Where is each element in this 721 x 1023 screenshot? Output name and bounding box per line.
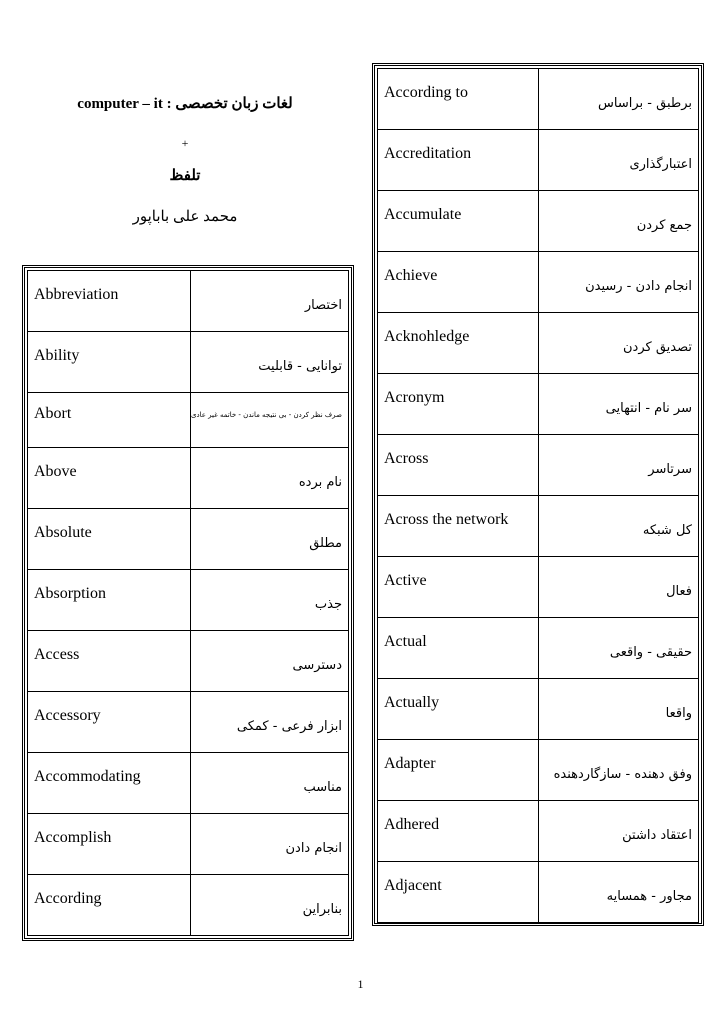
persian-meaning: اعتقاد داشتن (539, 801, 699, 862)
english-term: Accomplish (28, 814, 191, 875)
table-row (28, 814, 349, 875)
english-term: Abort (28, 393, 191, 448)
vocabulary-table-left (22, 265, 354, 941)
persian-meaning: بنابراین (191, 875, 349, 936)
table-row (378, 374, 699, 435)
table-row (28, 875, 349, 936)
persian-meaning: جذب (191, 570, 349, 631)
persian-meaning: نام برده (191, 448, 349, 509)
table-row (28, 332, 349, 393)
persian-meaning: سرتاسر (539, 435, 699, 496)
table-row (378, 862, 699, 923)
english-term: Accessory (28, 692, 191, 753)
plus-sign: + (181, 136, 189, 150)
table-row (378, 191, 699, 252)
persian-meaning: سر نام - انتهایی (539, 374, 699, 435)
persian-meaning: ابزار فرعی - کمکی (191, 692, 349, 753)
author-name: محمد علی باباپور (132, 209, 238, 225)
english-term: Access (28, 631, 191, 692)
table-row (378, 557, 699, 618)
english-term: Absolute (28, 509, 191, 570)
table-row (378, 618, 699, 679)
english-term: Accreditation (378, 130, 539, 191)
document-title: لغات زبان تخصصی : computer – it (77, 96, 293, 112)
english-term: Achieve (378, 252, 539, 313)
english-term: Above (28, 448, 191, 509)
persian-meaning: صرف نظر کردن - بی نتیجه ماندن - خاتمه غیر عادی (191, 393, 349, 448)
table-row (378, 130, 699, 191)
english-term: According to (378, 69, 539, 130)
english-term: Across the network (378, 496, 539, 557)
english-term: Adapter (378, 740, 539, 801)
table-row (28, 570, 349, 631)
persian-meaning: انجام دادن (191, 814, 349, 875)
table-row (28, 393, 349, 448)
table-row (378, 435, 699, 496)
english-term: Accumulate (378, 191, 539, 252)
english-term: Across (378, 435, 539, 496)
document-subtitle: تلفظ (169, 168, 201, 184)
persian-meaning: جمع کردن (539, 191, 699, 252)
english-term: Absorption (28, 570, 191, 631)
table-row (378, 496, 699, 557)
persian-meaning: کل شبکه (539, 496, 699, 557)
persian-meaning: تصدیق کردن (539, 313, 699, 374)
persian-meaning: اختصار (191, 271, 349, 332)
table-row (378, 740, 699, 801)
persian-meaning: انجام دادن - رسیدن (539, 252, 699, 313)
table-row (28, 271, 349, 332)
english-term: Acronym (378, 374, 539, 435)
vocabulary-table (377, 68, 699, 923)
persian-meaning: دسترسی (191, 631, 349, 692)
vocabulary-table-right (372, 63, 704, 926)
english-term: Ability (28, 332, 191, 393)
page-number: 1 (357, 977, 364, 991)
table-row (28, 631, 349, 692)
english-term: Accommodating (28, 753, 191, 814)
english-term: Actually (378, 679, 539, 740)
table-row (378, 69, 699, 130)
english-term: Actual (378, 618, 539, 679)
persian-meaning: فعال (539, 557, 699, 618)
vocabulary-table (27, 270, 349, 936)
table-row (28, 753, 349, 814)
table-row (378, 679, 699, 740)
persian-meaning: مناسب (191, 753, 349, 814)
table-row (378, 252, 699, 313)
table-row (378, 801, 699, 862)
persian-meaning: حقیقی - واقعی (539, 618, 699, 679)
persian-meaning: واقعا (539, 679, 699, 740)
english-term: According (28, 875, 191, 936)
english-term: Acknohledge (378, 313, 539, 374)
english-term: Active (378, 557, 539, 618)
persian-meaning: اعتبارگذاری (539, 130, 699, 191)
table-row (378, 313, 699, 374)
persian-meaning: مجاور - همسایه (539, 862, 699, 923)
persian-meaning: برطبق - براساس (539, 69, 699, 130)
english-term: Adjacent (378, 862, 539, 923)
table-row (28, 448, 349, 509)
table-row (28, 509, 349, 570)
persian-meaning: وفق دهنده - سازگاردهنده (539, 740, 699, 801)
persian-meaning: مطلق (191, 509, 349, 570)
english-term: Abbreviation (28, 271, 191, 332)
persian-meaning: توانایی - قابلیت (191, 332, 349, 393)
table-row (28, 692, 349, 753)
english-term: Adhered (378, 801, 539, 862)
